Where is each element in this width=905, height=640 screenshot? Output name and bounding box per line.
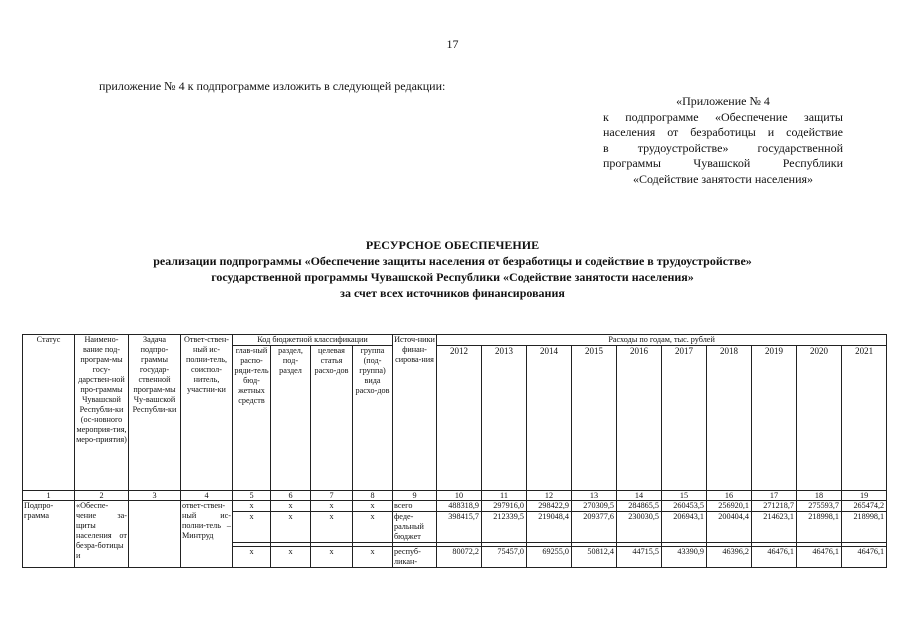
intro-text: приложение № 4 к подпрограмме изложить в следующей редакции: [99, 79, 446, 93]
status-cell: Подпро-грамма [23, 501, 75, 568]
header-year: 2016 [617, 346, 662, 491]
code-cell: x [311, 547, 353, 568]
code-cell: x [233, 501, 271, 512]
value-cell: 214623,1 [752, 512, 797, 543]
header-year: 2020 [797, 346, 842, 491]
value-cell: 270309,5 [572, 501, 617, 512]
header-year: 2012 [437, 346, 482, 491]
value-cell: 200404,4 [707, 512, 752, 543]
page-number: 17 [446, 37, 459, 51]
column-number: 18 [797, 491, 842, 501]
column-number: 10 [437, 491, 482, 501]
value-cell: 206943,1 [662, 512, 707, 543]
header-expenses: Расходы по годам, тыс. рублей [437, 335, 887, 346]
column-number: 3 [129, 491, 181, 501]
value-cell: 46476,1 [797, 547, 842, 568]
value-cell: 209377,6 [572, 512, 617, 543]
value-cell: 297916,0 [482, 501, 527, 512]
value-cell: 230030,5 [617, 512, 662, 543]
value-cell: 398415,7 [437, 512, 482, 543]
value-cell: 488318,9 [437, 501, 482, 512]
column-number: 15 [662, 491, 707, 501]
document-title [0, 237, 905, 301]
value-cell: 298422,9 [527, 501, 572, 512]
header-article: целевая статья расхо-дов [311, 346, 353, 491]
code-cell: x [353, 547, 393, 568]
annex-line: к подпрограмме «Обеспечение защиты [603, 109, 843, 124]
value-cell: 69255,0 [527, 547, 572, 568]
value-cell: 219048,4 [527, 512, 572, 543]
code-cell: x [271, 512, 311, 543]
source-cell: всего [393, 501, 437, 512]
header-task: Задача подпро-граммы государ-ственной програм-мы Чу-вашской Республи-ки [129, 335, 181, 491]
column-number: 2 [75, 491, 129, 501]
responsible-cell: ответ-ствен-ный ис-полни-тель – Минтруд [181, 501, 233, 568]
column-number: 17 [752, 491, 797, 501]
column-number: 4 [181, 491, 233, 501]
column-number: 8 [353, 491, 393, 501]
code-cell: x [311, 512, 353, 543]
column-number: 5 [233, 491, 271, 501]
column-number: 13 [572, 491, 617, 501]
column-number: 11 [482, 491, 527, 501]
source-cell: феде-ральный бюджет [393, 512, 437, 543]
header-grbs: глав-ный распо-ряди-тель бюд-жетных средств [233, 346, 271, 491]
resource-table [22, 334, 887, 568]
code-cell: x [271, 501, 311, 512]
title-line: реализации подпрограммы «Обеспечение защиты населения от безработицы и содействие в трудоустройстве» [153, 254, 752, 268]
value-cell: 50812,4 [572, 547, 617, 568]
header-sources: Источ-ники финан-сирова-ния [393, 335, 437, 491]
annex-line: программы Чувашской Республики [603, 156, 843, 170]
value-cell: 212339,5 [482, 512, 527, 543]
header-responsible: Ответ-ствен-ный ис-полни-тель, соиспол-нитель, участни-ки [181, 335, 233, 491]
column-number: 1 [23, 491, 75, 501]
title-line: государственной программы Чувашской Республики «Содействие занятости населения» [211, 270, 694, 284]
header-status: Статус [23, 335, 75, 491]
value-cell: 218998,1 [842, 512, 887, 543]
column-number: 19 [842, 491, 887, 501]
column-number: 16 [707, 491, 752, 501]
value-cell: 80072,2 [437, 547, 482, 568]
code-cell: x [353, 512, 393, 543]
column-number: 9 [393, 491, 437, 501]
column-number: 14 [617, 491, 662, 501]
header-year: 2015 [572, 346, 617, 491]
task-cell [129, 501, 181, 568]
value-cell: 75457,0 [482, 547, 527, 568]
value-cell: 284865,5 [617, 501, 662, 512]
header-year: 2013 [482, 346, 527, 491]
header-year: 2018 [707, 346, 752, 491]
table-row [23, 501, 887, 512]
title-line: РЕСУРСНОЕ ОБЕСПЕЧЕНИЕ [365, 238, 540, 252]
value-cell: 275593,7 [797, 501, 842, 512]
value-cell: 256920,1 [707, 501, 752, 512]
name-cell: «Обеспе-чение за-щиты населения от безра-ботицы и [75, 501, 129, 568]
header-year: 2014 [527, 346, 572, 491]
header-year: 2019 [752, 346, 797, 491]
source-cell: респуб-ликан- [393, 547, 437, 568]
value-cell: 271218,7 [752, 501, 797, 512]
code-cell: x [233, 547, 271, 568]
annex-line: «Приложение № 4 [676, 94, 770, 108]
header-budget-code: Код бюджетной классификации [233, 335, 393, 346]
value-cell: 43390,9 [662, 547, 707, 568]
value-cell: 46476,1 [752, 547, 797, 568]
header-expense-group: группа (под-группа) вида расхо-дов [353, 346, 393, 491]
value-cell: 218998,1 [797, 512, 842, 543]
annex-line: в трудоустройстве» государственной [603, 140, 843, 155]
code-cell: x [353, 501, 393, 512]
title-line: за счет всех источников финансирования [340, 286, 565, 300]
value-cell: 260453,5 [662, 501, 707, 512]
header-row [23, 335, 887, 346]
annex-line: населения от безработицы и содействие [603, 125, 843, 139]
value-cell: 265474,2 [842, 501, 887, 512]
annex-heading [603, 94, 843, 187]
annex-line: «Содействие занятости населения» [632, 171, 814, 186]
column-number: 7 [311, 491, 353, 501]
value-cell: 46476,1 [842, 547, 887, 568]
column-number: 12 [527, 491, 572, 501]
code-cell: x [233, 512, 271, 543]
header-year: 2021 [842, 346, 887, 491]
value-cell: 44715,5 [617, 547, 662, 568]
header-year: 2017 [662, 346, 707, 491]
code-cell: x [271, 547, 311, 568]
column-number: 6 [271, 491, 311, 501]
code-cell: x [311, 501, 353, 512]
column-number-row [23, 491, 887, 501]
header-name: Наимено-вание под-програм-мы госу-дарствен-ной про-граммы Чувашской Республи-ки (ос-новного мероприя-тия, меро-приятия) [75, 335, 129, 491]
header-section: раздел, под-раздел [271, 346, 311, 491]
value-cell: 46396,2 [707, 547, 752, 568]
